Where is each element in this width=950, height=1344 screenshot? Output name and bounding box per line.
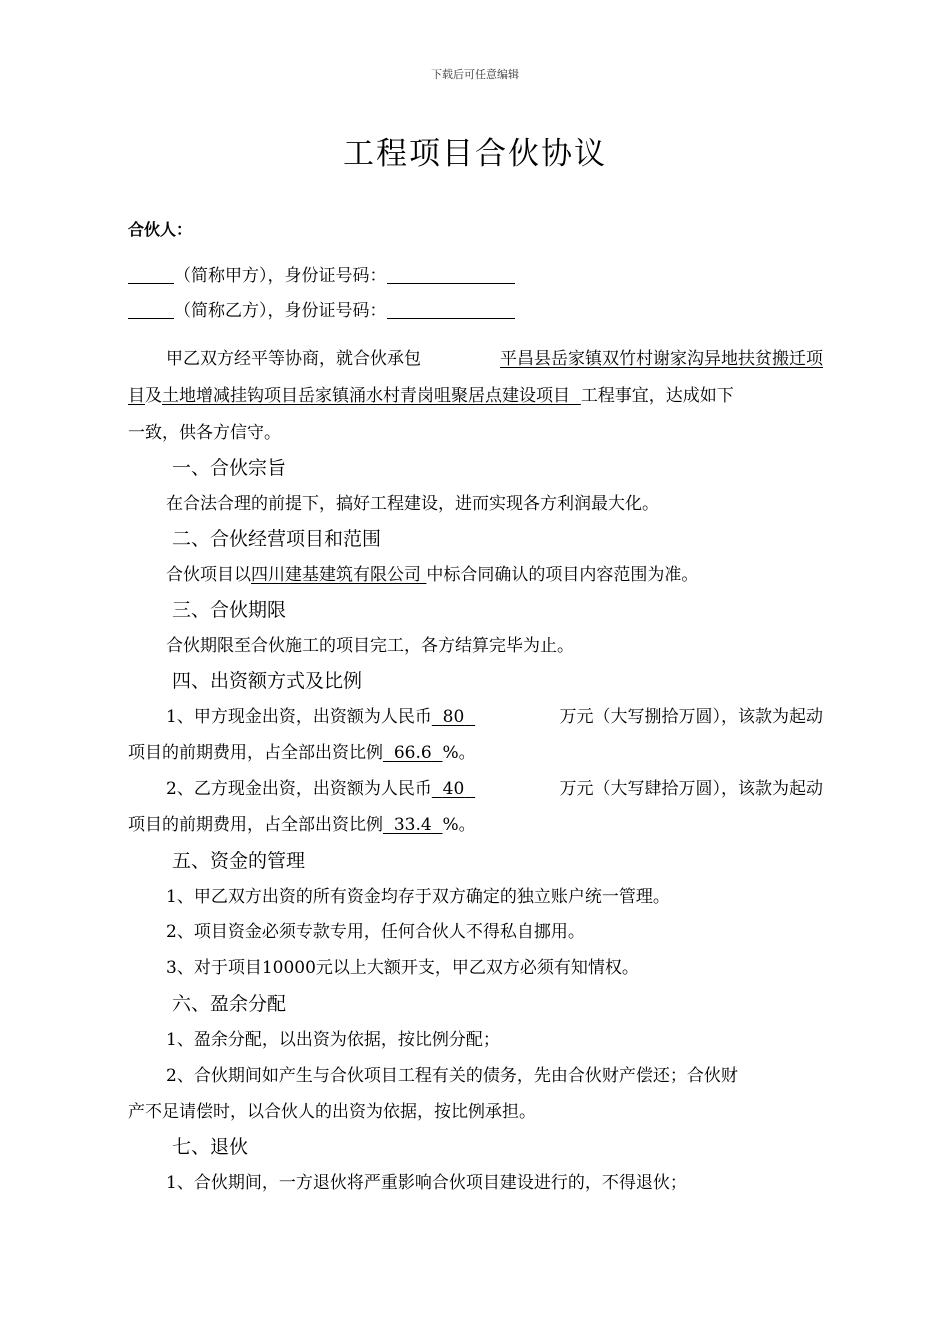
partner-a-desc: （简称甲方），身份证号码： (174, 266, 387, 286)
section-4-item-1-line-2 (128, 741, 823, 765)
partner-a-id-blank[interactable] (387, 265, 515, 284)
project-name-part-2: 目 (128, 386, 145, 406)
party-b-ratio: 33.4 (393, 815, 432, 835)
section-1-heading: 一、合伙宗旨 (172, 457, 287, 479)
section-4-heading: 四、出资额方式及比例 (172, 670, 363, 692)
page-title: 工程项目合伙协议 (343, 136, 607, 172)
section-7-item-1: 1、合伙期间，一方退伙将严重影响合伙项目建设进行的，不得退伙； (166, 1173, 687, 1193)
partner-b-id-blank[interactable] (387, 300, 515, 319)
intro-line-2 (128, 384, 823, 408)
partner-b-desc: （简称乙方），身份证号码： (174, 301, 387, 321)
section-6-heading: 六、盈余分配 (172, 993, 287, 1015)
section-4-item-1-line-1 (128, 705, 823, 729)
section-2-heading: 二、合伙经营项目和范围 (172, 528, 382, 550)
intro-and: 及 (145, 386, 162, 406)
item-b-line2-post: %。 (442, 815, 476, 835)
item-b-post: 万元（大写肆拾万圆），该款为起动 (559, 779, 823, 799)
section-2-pre: 合伙项目以 (166, 565, 251, 585)
section-5-item-1: 1、甲乙双方出资的所有资金均存于双方确定的独立账户统一管理。 (166, 887, 670, 907)
item-a-pre: 1、甲方现金出资，出资额为人民币 (166, 707, 432, 727)
partner-a-line (128, 264, 823, 288)
partner-a-name-blank[interactable] (128, 265, 174, 284)
section-1-text: 在合法合理的前提下，搞好工程建设，进而实现各方利润最大化。 (166, 494, 659, 514)
partner-b-name-blank[interactable] (128, 300, 174, 319)
section-6-item-1: 1、盈余分配，以出资为依据，按比例分配； (166, 1030, 500, 1050)
section-2-post: 中标合同确认的项目内容范围为准。 (426, 565, 699, 585)
intro-post: 工程事宜，达成如下 (580, 386, 734, 406)
section-2-text (128, 563, 861, 587)
partners-label: 合伙人： (128, 220, 193, 239)
section-5-heading: 五、资金的管理 (172, 850, 306, 872)
section-6-item-2-line-1: 2、合伙期间如产生与合伙项目工程有关的债务，先由合伙财产偿还；合伙财 (166, 1066, 738, 1086)
section-7-heading: 七、退伙 (172, 1136, 249, 1158)
intro-line-3: 一致，供各方信守。 (128, 423, 281, 443)
company-name: 四川建基建筑有限公司 (251, 565, 421, 585)
section-4-item-2-line-1 (128, 777, 823, 801)
intro-pre: 甲乙双方经平等协商，就合伙承包 (166, 349, 421, 369)
party-b-amount: 40 (442, 779, 465, 799)
party-a-amount: 80 (442, 707, 465, 727)
item-a-line2-post: %。 (442, 743, 476, 763)
section-6-item-2-line-2: 产不足请偿时，以合伙人的出资为依据，按比例承担。 (128, 1102, 536, 1122)
item-b-pre: 2、乙方现金出资，出资额为人民币 (166, 779, 432, 799)
item-b-line2-pre: 项目的前期费用，占全部出资比例 (128, 815, 383, 835)
section-5-item-3: 3、对于项目10000元以上大额开支，甲乙双方必须有知情权。 (166, 958, 639, 978)
project-name-part-3: 土地增减挂钩项目岳家镇涌水村青岗咀聚居点建设项目 (162, 386, 570, 406)
section-3-heading: 三、合伙期限 (172, 599, 287, 621)
intro-line-1 (128, 347, 823, 371)
item-a-post: 万元（大写捌拾万圆），该款为起动 (559, 707, 823, 727)
project-name-part-1: 平昌县岳家镇双竹村谢家沟异地扶贫搬迁项 (500, 349, 823, 369)
header-note: 下载后可任意编辑 (431, 68, 519, 81)
party-a-ratio: 66.6 (393, 743, 432, 763)
section-4-item-2-line-2 (128, 813, 823, 837)
partner-b-line (128, 299, 823, 323)
item-a-line2-pre: 项目的前期费用，占全部出资比例 (128, 743, 383, 763)
section-5-item-2: 2、项目资金必须专款专用，任何合伙人不得私自挪用。 (166, 922, 585, 942)
section-3-text: 合伙期限至合伙施工的项目完工，各方结算完毕为止。 (166, 636, 574, 656)
